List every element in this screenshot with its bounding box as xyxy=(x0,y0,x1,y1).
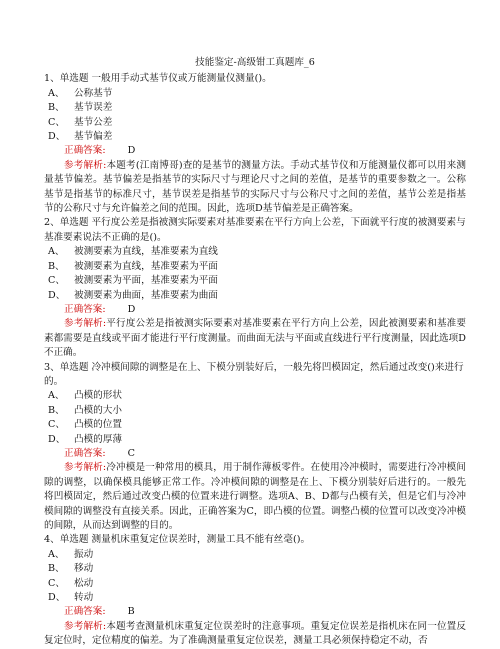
option-letter: D、 xyxy=(48,131,66,143)
answer-value: D xyxy=(127,145,136,157)
answer-line xyxy=(44,144,466,158)
option-letter: B、 xyxy=(48,102,65,114)
option-text: 被测要素为直线，基准要素为平面 xyxy=(74,260,218,272)
question-block xyxy=(44,72,466,216)
explanation xyxy=(44,317,466,360)
option-item xyxy=(48,245,466,259)
option-item xyxy=(48,130,466,144)
answer-line xyxy=(44,447,466,461)
question-stem: 4、单选题 测量机床重复定位误差时，测量工具不能有丝毫()。 xyxy=(44,534,311,546)
option-item xyxy=(48,591,466,605)
option-letter: C、 xyxy=(48,116,65,128)
option-letter: A、 xyxy=(48,87,65,99)
option-item xyxy=(48,260,466,274)
answer-label: 正确答案: xyxy=(64,606,106,618)
option-text: 松动 xyxy=(74,577,94,589)
option-list xyxy=(44,245,466,303)
option-letter: B、 xyxy=(48,563,65,575)
answer-value: D xyxy=(127,303,136,315)
option-text: 凸模的厚薄 xyxy=(74,433,122,445)
option-text: 凸模的位置 xyxy=(74,419,122,431)
explanation-label: 参考解析: xyxy=(64,159,107,171)
option-letter: B、 xyxy=(48,260,65,272)
option-item xyxy=(48,433,466,447)
option-text: 凸模的形状 xyxy=(74,390,122,402)
question-list xyxy=(44,72,466,648)
option-text: 被测要素为曲面，基准要素为曲面 xyxy=(74,289,218,301)
explanation xyxy=(44,620,466,649)
question-stem: 3、单选题 冷冲模间隙的调整是在上、下模分别装好后，一般先将凹模固定，然后通过改变()来进行的。 xyxy=(44,361,464,387)
option-text: 振动 xyxy=(74,548,94,560)
answer-value: B xyxy=(127,606,135,618)
option-letter: C、 xyxy=(48,275,65,287)
option-letter: A、 xyxy=(48,390,65,402)
option-text: 移动 xyxy=(74,563,94,575)
option-item xyxy=(48,562,466,576)
explanation-text: 冷冲模是一种常用的模具，用于制作薄板零件。在使用冷冲模时，需要进行冷冲模间隙的调整，以确保模具能够正常工作。冷冲模间隙的调整是在上、下模分别装好后进行的。一般先将凹模固定，然后通过改变凸模的位置来进行调整。选项A、B、D都与凸模有关，但是它们与冷冲模间隙的调整没有直接关系。因此，正确答案为C，即凸模的位置。调整凸模的位置可以改变冷冲模的间隙，从而达到调整的目的。 xyxy=(44,462,467,531)
explanation xyxy=(44,159,466,217)
question-block xyxy=(44,533,466,648)
explanation-label: 参考解析: xyxy=(64,620,107,632)
answer-label: 正确答案: xyxy=(64,303,106,315)
option-text: 公称基节 xyxy=(74,87,113,99)
explanation-label: 参考解析: xyxy=(64,462,107,474)
option-text: 凸模的大小 xyxy=(74,404,122,416)
question-stem: 2、单选题 平行度公差是指被测实际要素对基准要素在平行方向上公差，下面就平行度的被测要素与基准要素说法不正确的是()。 xyxy=(44,217,466,243)
option-item xyxy=(48,87,466,101)
explanation-text: 平行度公差是指被测实际要素对基准要素在平行方向上公差，因此被测要素和基准要素都需要是直线或平面才能进行平行度测量。而曲面无法与平面或直线进行平行度测量，因此选项D不正确。 xyxy=(44,318,467,359)
option-list xyxy=(44,548,466,606)
option-letter: D、 xyxy=(48,433,66,445)
option-item xyxy=(48,548,466,562)
answer-label: 正确答案: xyxy=(64,145,106,157)
option-text: 基节偏差 xyxy=(74,131,113,143)
option-item xyxy=(48,404,466,418)
option-item xyxy=(48,577,466,591)
document-title: 技能鉴定-高级钳工真题库_6 xyxy=(195,57,315,68)
option-letter: D、 xyxy=(48,592,66,604)
option-list xyxy=(44,389,466,447)
answer-line xyxy=(44,605,466,619)
option-letter: A、 xyxy=(48,548,65,560)
option-letter: C、 xyxy=(48,419,65,431)
option-text: 基节公差 xyxy=(74,116,113,128)
explanation-label: 参考解析: xyxy=(64,318,107,330)
option-item xyxy=(48,116,466,130)
question-block xyxy=(44,361,466,534)
explanation-text: 本题考查测量机床重复定位误差时的注意事项。重复定位误差是指机床在同一位置反复定位时，定位精度的偏差。为了准确测量重复定位误差，测量工具必须保持稳定不动，否 xyxy=(44,620,467,647)
option-item xyxy=(48,418,466,432)
option-text: 被测要素为直线，基准要素为直线 xyxy=(74,246,218,258)
option-text: 转动 xyxy=(74,592,94,604)
question-block xyxy=(44,216,466,360)
option-letter: B、 xyxy=(48,404,65,416)
question-stem: 1、单选题 一般用手动式基节仪或万能测量仪测量()。 xyxy=(44,73,272,85)
option-item xyxy=(48,274,466,288)
option-letter: D、 xyxy=(48,289,66,301)
option-item xyxy=(48,101,466,115)
option-item xyxy=(48,289,466,303)
answer-label: 正确答案: xyxy=(64,447,106,459)
option-letter: A、 xyxy=(48,246,65,258)
option-letter: C、 xyxy=(48,577,65,589)
option-text: 被测要素为平面，基准要素为平面 xyxy=(74,275,218,287)
answer-line xyxy=(44,303,466,317)
option-list xyxy=(44,87,466,145)
explanation-text: 本题考(江南博哥)查的是基节的测量方法。手动式基节仪和万能测量仪都可以用来测量基节偏差。基节偏差是指基节的实际尺寸与理论尺寸之间的差值，是基节的重要参数之一。公称基节是指基节的标准尺寸，基节误差是指基节的实际尺寸与公称尺寸之间的差值，基节公差是指基节的公称尺寸与允许偏差之间的范围。因此，选项D基节偏差是正确答案。 xyxy=(44,159,466,215)
answer-value: C xyxy=(127,447,135,459)
option-text: 基节误差 xyxy=(74,102,113,114)
option-item xyxy=(48,389,466,403)
explanation xyxy=(44,461,466,533)
